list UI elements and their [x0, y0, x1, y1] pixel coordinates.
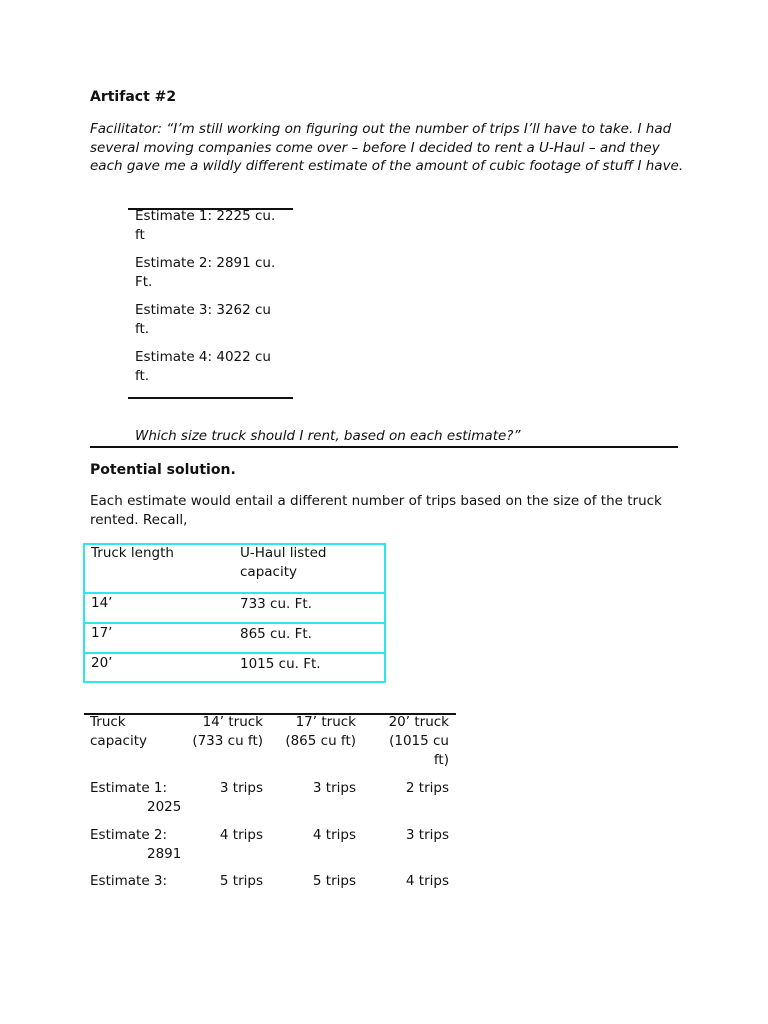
estimate-4-line1: Estimate 4: 4022 cu [135, 349, 271, 365]
estimate-4 [135, 348, 295, 385]
trips-header-capacity-l1: Truck [90, 714, 126, 730]
trips-row-1-14: 3 trips [219, 780, 263, 796]
solution-text: Each estimate would entail a different number of trips based on the size of the truck rented. Recall, [90, 493, 662, 528]
capacity-separator [85, 592, 384, 594]
trips-header-17-l2: (865 cu ft) [285, 733, 356, 749]
estimate-3-line1: Estimate 3: 3262 cu [135, 302, 271, 318]
capacity-value: 1015 cu. Ft. [240, 656, 321, 672]
estimates-bottom-rule [128, 397, 293, 399]
trips-header-capacity-l2: capacity [90, 733, 147, 749]
trips-header-14-l2: (733 cu ft) [192, 733, 263, 749]
trips-row-label-l1: Estimate 1: [90, 780, 168, 796]
capacity-value: 865 cu. Ft. [240, 626, 312, 642]
trips-header-20 [360, 713, 449, 770]
estimate-1 [135, 207, 295, 244]
capacity-header-length: Truck length [91, 545, 174, 561]
trips-header-20-l1: 20’ truck [388, 714, 449, 730]
estimate-2-line1: Estimate 2: 2891 cu. [135, 255, 276, 271]
capacity-table [83, 543, 386, 683]
section-rule [90, 446, 678, 448]
trips-header-14-l1: 14’ truck [202, 714, 263, 730]
facilitator-quote: Facilitator: “I’m still working on figuring out the number of trips I’ll have to take. I had several moving companies come over – before I decided to rent a U-Haul – and they each gave me a wildly different estimate of the amount of cubic footage of stuff I have. [90, 121, 684, 174]
trips-header-capacity [90, 713, 180, 751]
trips-header-20-l3: ft) [433, 752, 449, 768]
estimate-2 [135, 254, 295, 291]
trips-row-label-l2: 2891 [147, 846, 182, 862]
capacity-length: 14’ [91, 595, 113, 611]
capacity-header-capacity: U-Haul listed capacity [240, 545, 327, 580]
question: Which size truck should I rent, based on each estimate?” [135, 428, 521, 444]
trips-row-2-14: 4 trips [219, 827, 263, 843]
estimate-2-line2: Ft. [135, 273, 153, 290]
trips-row-1-20: 2 trips [405, 780, 449, 796]
trips-header-17-l1: 17’ truck [295, 714, 356, 730]
estimate-1-line2: ft [135, 226, 145, 243]
capacity-value: 733 cu. Ft. [240, 596, 312, 612]
trips-row-label-l2: 2025 [147, 799, 182, 815]
capacity-length: 17’ [91, 625, 113, 641]
capacity-separator [85, 652, 384, 654]
trips-row-2-20: 3 trips [405, 827, 449, 843]
trips-header-17 [268, 713, 356, 751]
estimate-4-line2: ft. [135, 367, 150, 384]
solution-title: Potential solution. [90, 462, 236, 478]
estimate-3-line2: ft. [135, 320, 150, 337]
trips-row-label-l1: Estimate 2: [90, 827, 168, 843]
estimate-3 [135, 301, 295, 338]
trips-row-3-17: 5 trips [312, 873, 356, 889]
trips-row-label-l1: Estimate 3: [90, 873, 168, 889]
trips-row-2-label [90, 826, 180, 864]
estimate-1-line1: Estimate 1: 2225 cu. [135, 208, 276, 224]
trips-header-14 [180, 713, 263, 751]
trips-row-3-14: 5 trips [219, 873, 263, 889]
artifact-title: Artifact #2 [90, 89, 177, 105]
capacity-separator [85, 622, 384, 624]
trips-row-1-label [90, 779, 180, 817]
trips-header-20-l2: (1015 cu [389, 733, 449, 749]
trips-row-3-20: 4 trips [405, 873, 449, 889]
trips-row-2-17: 4 trips [312, 827, 356, 843]
trips-row-1-17: 3 trips [312, 780, 356, 796]
trips-row-3-label [90, 872, 180, 891]
capacity-length: 20’ [91, 655, 113, 671]
